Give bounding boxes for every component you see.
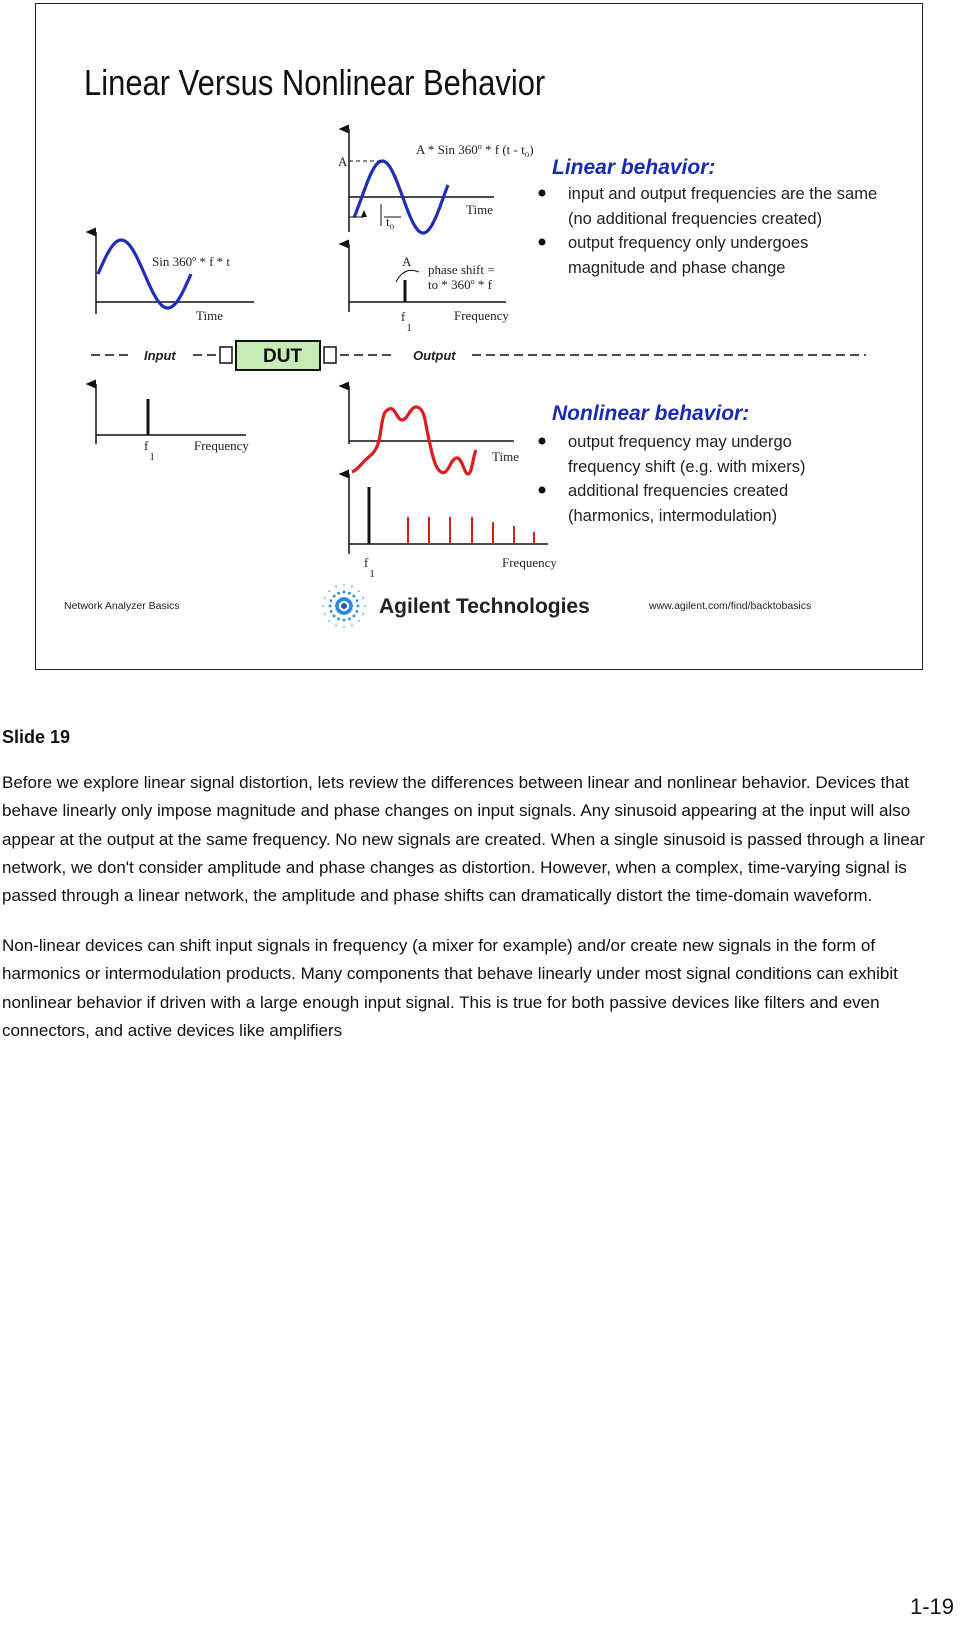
slide-footer <box>64 584 811 628</box>
output-time-label: Time <box>466 202 493 217</box>
nonlinear-f1-label: $f_1$ <box>364 555 375 580</box>
footer-url: www.agilent.com/find/backtobasics <box>649 600 812 612</box>
nonlinear-input-frequency-label: Frequency <box>194 438 249 453</box>
linear-bullet-1-line2: (no additional frequencies created) <box>568 210 823 228</box>
spectrum-amplitude-label: A <box>402 254 412 269</box>
nonlinear-bullet-1-line2: frequency shift (e.g. with mixers) <box>568 458 806 476</box>
input-label: Input <box>144 348 176 363</box>
linear-bullet-1-line1: input and output frequencies are the same <box>568 185 878 203</box>
input-time-plot <box>96 232 254 323</box>
dut-label: DUT <box>263 346 303 367</box>
signal-path <box>91 341 866 370</box>
amplitude-label: A <box>338 154 348 169</box>
nonlinear-bullet-2-line1: additional frequencies created <box>568 482 789 500</box>
bullet-icon <box>539 239 546 246</box>
bullet-icon <box>539 487 546 494</box>
linear-behavior-header: Linear behavior: <box>552 156 716 179</box>
notes-paragraph-1: Before we explore linear signal distortion, lets review the differences between linear and nonlinear behavior. Devices that behave linearly only impose magnitude and phase changes on input signals. Any sinusoid appearing at the input will also appear at the output at the same frequency. No new signals are created. When a single sinusoid is passed through a linear network, we don't consider amplitude and phase changes as distortion. However, when a complex, time-varying signal is passed through a linear network, the amplitude and phase shifts can dramatically distort the time-domain waveform. <box>2 773 925 906</box>
output-label: Output <box>413 348 456 363</box>
linear-behavior-list <box>539 156 878 277</box>
nonlinear-output-spectrum <box>349 474 557 580</box>
nonlinear-behavior-header: Nonlinear behavior: <box>552 402 750 425</box>
input-wave-formula: Sin 360$^o$ * f * t <box>152 254 231 269</box>
slide-frame <box>35 3 923 670</box>
nonlinear-bullet-1-line1: output frequency may undergo <box>568 433 792 451</box>
time-offset-label: $t_o$ <box>386 214 395 231</box>
nonlinear-input-f1-label: $f_1$ <box>144 438 155 463</box>
page-number: 1-19 <box>909 1594 954 1619</box>
footer-left-text: Network Analyzer Basics <box>64 600 180 612</box>
nonlinear-input-spectrum <box>96 384 249 463</box>
bullet-icon <box>539 438 546 445</box>
harmonic-lines <box>408 517 534 544</box>
nonlinear-output-time-plot <box>349 386 519 474</box>
linear-output-time-plot <box>338 129 534 233</box>
nonlinear-behavior-list <box>539 402 806 525</box>
output-wave-formula: A * Sin 360$^o$ * f $(t - t_o)$ <box>416 142 534 159</box>
agilent-spark-logo <box>322 584 366 628</box>
linear-nonlinear-diagram <box>36 4 921 668</box>
linear-output-spectrum <box>349 244 509 334</box>
footer-brand: Agilent Technologies <box>379 595 590 618</box>
phase-shift-line2: to * 360$^o$ * f <box>428 277 492 292</box>
input-time-label: Time <box>196 308 223 323</box>
phase-shift-line1: phase shift = <box>428 262 495 277</box>
speaker-notes <box>2 723 952 1067</box>
notes-paragraph-2: Non-linear devices can shift input signals in frequency (a mixer for example) and/or create new signals in the form of harmonics or intermodulation products. Many components that behave linearly under most signal conditions can exhibit nonlinear behavior if driven with a large enough input signal. This is true for both passive devices like filters and even connectors, and active devices like amplifiers <box>2 936 898 1040</box>
linear-f1-label: $f_1$ <box>401 309 412 334</box>
linear-bullet-2-line2: magnitude and phase change <box>568 259 786 277</box>
input-sine-wave <box>98 240 191 308</box>
linear-frequency-label: Frequency <box>454 308 509 323</box>
nonlinear-bullet-2-line2: (harmonics, intermodulation) <box>568 507 778 525</box>
linear-bullet-2-line1: output frequency only undergoes <box>568 234 809 252</box>
notes-heading: Slide 19 <box>2 727 71 747</box>
dut-connector-left <box>220 347 232 363</box>
bullet-icon <box>539 190 546 197</box>
dut-connector-right <box>324 347 336 363</box>
slide-title: Linear Versus Nonlinear Behavior <box>84 62 546 103</box>
nonlinear-frequency-label: Frequency <box>502 555 557 570</box>
nonlinear-time-label: Time <box>492 449 519 464</box>
